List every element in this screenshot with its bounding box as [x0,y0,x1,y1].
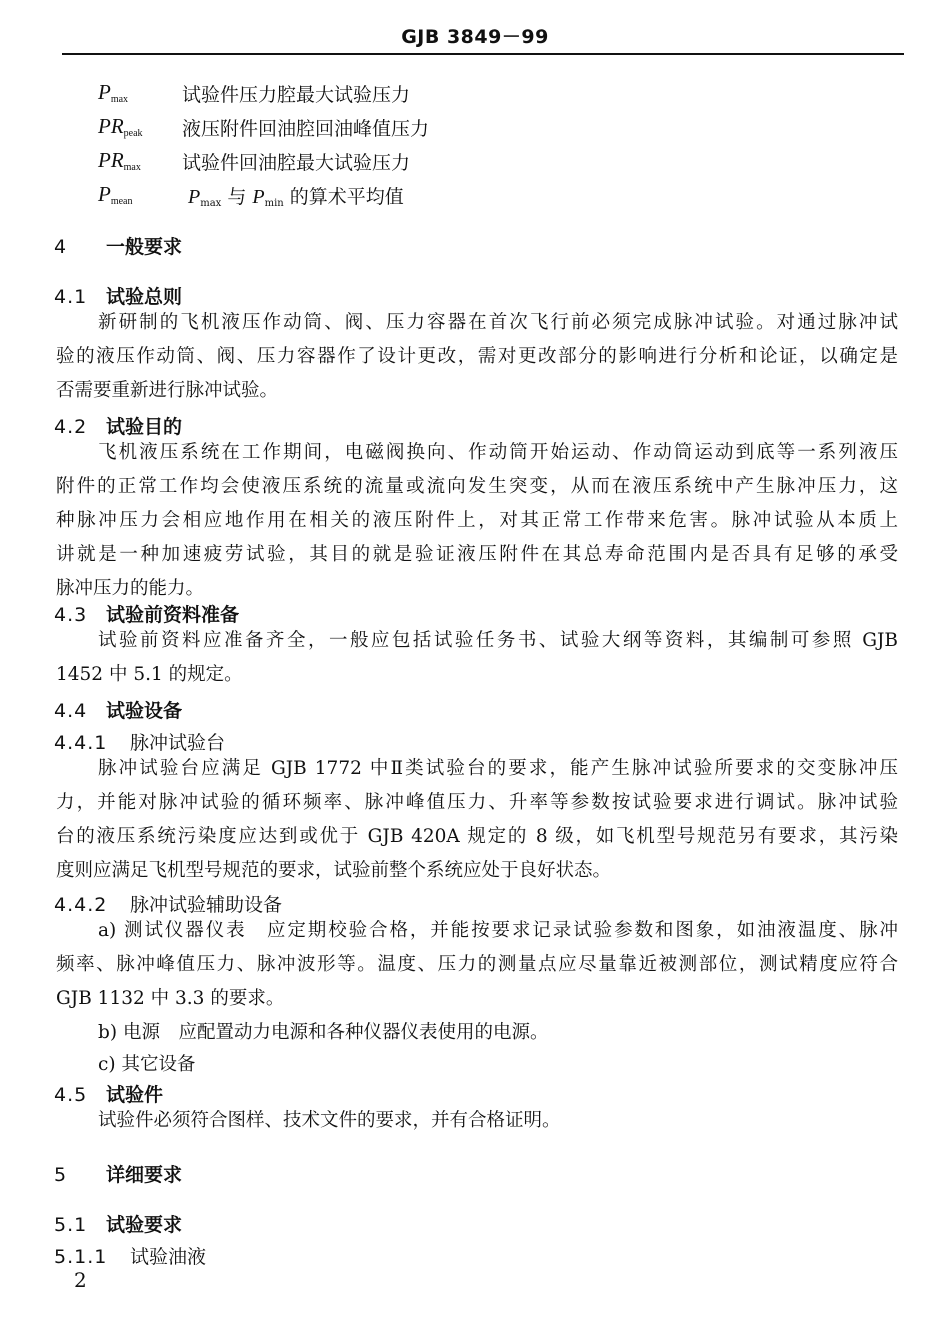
section-4-1-heading: 4.1 试验总则 [54,286,183,308]
para-line: 飞机液压系统在工作期间，电磁阀换向、作动筒开始运动、作动筒运动到底等一系列液压 [98,442,898,463]
section-4-3-heading: 4.3 试验前资料准备 [54,604,240,626]
symbol-pmean-desc: $P_{max}$ 与 $P_{min}$ 的算术平均值 [188,186,404,209]
para-line: b) 电源 应配置动力电源和各种仪器仪表使用的电源。 [98,1022,549,1043]
symbol-pmax: $P_{max}$ [98,80,129,105]
symbol-prpeak-desc: 液压附件回油腔回油峰值压力 [182,118,430,140]
section-4-5-heading: 4.5 试验件 [54,1084,164,1106]
section-4-4-heading: 4.4 试验设备 [54,700,183,722]
para-line: 力，并能对脉冲试验的循环频率、脉冲峰值压力、升率等参数按试验要求进行调试。脉冲试验 [56,792,898,813]
para-line: 频率、脉冲峰值压力、脉冲波形等。温度、压力的测量点应尽量靠近被测部位，测试精度应符合 [56,954,898,975]
section-4-4-2-heading: 4.4.2 脉冲试验辅助设备 [54,894,283,916]
symbol-pmax-desc: 试验件压力腔最大试验压力 [182,84,411,106]
para-line: 试验件必须符合图样、技术文件的要求，并有合格证明。 [98,1110,561,1131]
section-5-1-1-heading: 5.1.1 试验油液 [54,1246,207,1268]
para-line: 种脉冲压力会相应地作用在相关的液压附件上，对其正常工作带来危害。脉冲试验从本质上 [56,510,898,531]
para-line: 否需要重新进行脉冲试验。 [56,380,279,401]
para-line: 试验前资料应准备齐全，一般应包括试验任务书、试验大纲等资料，其编制可参照 GJB [98,630,898,651]
para-line: 脉冲试验台应满足 GJB 1772 中Ⅱ类试验台的要求，能产生脉冲试验所要求的交变脉冲压 [98,758,898,779]
symbol-prmax-desc: 试验件回油腔最大试验压力 [182,152,411,174]
para-line: 台的液压系统污染度应达到或优于 GJB 420A 规定的 8 级，如飞机型号规范另有要求，其污染 [56,826,898,847]
page-number: 2 [74,1268,87,1292]
section-4-heading: 4 一般要求 [54,236,183,258]
para-line: 1452 中 5.1 的规定。 [56,664,243,685]
section-4-4-1-heading: 4.4.1 脉冲试验台 [54,732,226,754]
section-5-1-heading: 5.1 试验要求 [54,1214,183,1236]
para-line: 新研制的飞机液压作动筒、阀、压力容器在首次飞行前必须完成脉冲试验。对通过脉冲试 [98,312,898,333]
document-code: GJB 3849－99 [401,26,549,48]
para-line: 验的液压作动筒、阀、压力容器作了设计更改，需对更改部分的影响进行分析和论证，以确定是 [56,346,898,367]
para-line: a) 测试仪器仪表 应定期校验合格，并能按要求记录试验参数和图象，如油液温度、脉冲 [98,920,898,941]
para-line: 度则应满足飞机型号规范的要求，试验前整个系统应处于良好状态。 [56,860,612,881]
header-rule [62,53,904,55]
para-line: c) 其它设备 [98,1054,196,1075]
para-line: 讲就是一种加速疲劳试验，其目的就是验证液压附件在其总寿命范围内是否具有足够的承受 [56,544,898,565]
para-line: 附件的正常工作均会使液压系统的流量或流向发生突变，从而在液压系统中产生脉冲压力，这 [56,476,898,497]
section-4-2-heading: 4.2 试验目的 [54,416,183,438]
para-line: 脉冲压力的能力。 [56,578,205,599]
para-line: GJB 1132 中 3.3 的要求。 [56,988,285,1009]
section-5-heading: 5 详细要求 [54,1164,183,1186]
symbol-pmean: $P_{mean}$ [98,182,133,207]
symbol-prmax: $PR_{max}$ [98,148,141,173]
symbol-prpeak: $PR_{peak}$ [98,114,143,139]
